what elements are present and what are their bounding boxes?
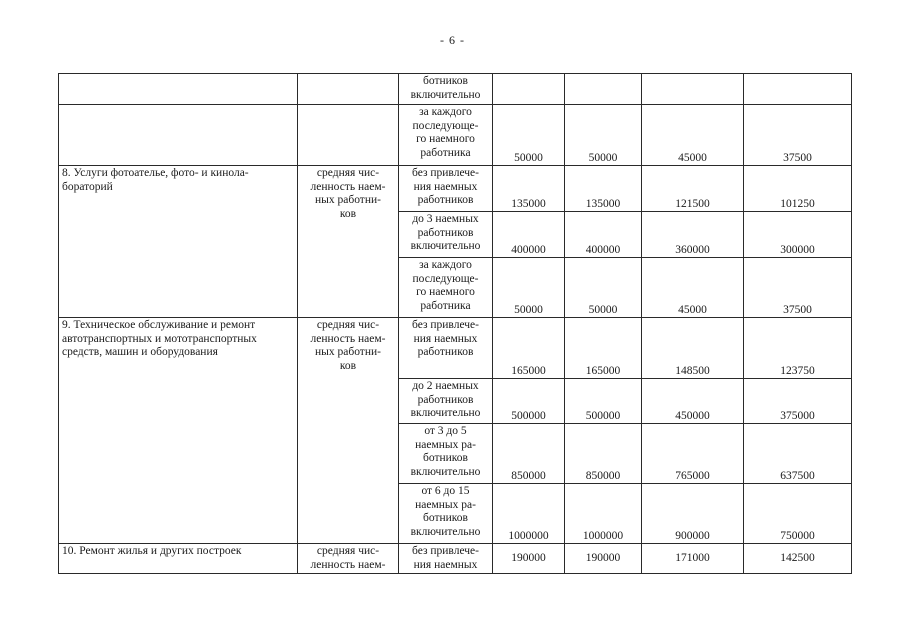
value-cell [642, 166, 744, 212]
condition-cell: от 3 до 5 наемных ра- ботников включительно [399, 424, 493, 484]
rate-value: 190000 [511, 552, 546, 564]
page-number: - 6 - [440, 33, 465, 47]
rate-value: 45000 [678, 152, 707, 164]
condition-cell: ботников включительно [399, 74, 493, 105]
rate-value: 165000 [585, 365, 621, 377]
value-cell [642, 74, 744, 105]
rate-value: 50000 [588, 152, 618, 164]
value-cell [493, 484, 565, 544]
value-cell [744, 258, 852, 318]
value-cell [493, 379, 565, 424]
rate-value: 50000 [514, 304, 543, 316]
service-name: 10. Ремонт жилья и других построек [59, 544, 298, 574]
service-name: 8. Услуги фотоателье, фото- и кинола- бораторий [59, 166, 298, 318]
value-cell [493, 544, 565, 574]
value-cell [565, 212, 642, 258]
rate-value: 45000 [678, 304, 707, 316]
rate-value: 450000 [675, 410, 710, 422]
table-row [59, 544, 852, 574]
value-cell [565, 105, 642, 166]
value-cell [565, 544, 642, 574]
rate-value: 400000 [585, 244, 621, 256]
value-cell [565, 424, 642, 484]
value-cell [493, 105, 565, 166]
table-row [59, 105, 852, 166]
rate-value: 850000 [511, 470, 546, 482]
condition-cell: до 3 наемных работников включительно [399, 212, 493, 258]
table-row [59, 74, 852, 105]
value-cell [642, 212, 744, 258]
rate-value: 500000 [585, 410, 621, 422]
value-cell [493, 74, 565, 105]
rate-value: 750000 [780, 530, 815, 542]
rate-value: 135000 [585, 198, 621, 210]
value-cell [493, 424, 565, 484]
rate-value: 142500 [780, 552, 815, 564]
rate-value: 360000 [675, 244, 710, 256]
value-cell [744, 166, 852, 212]
basis-cell: средняя чис- ленность наем- ных работни- ков [298, 166, 399, 318]
value-cell [493, 258, 565, 318]
rate-value: 375000 [780, 410, 815, 422]
value-cell [744, 74, 852, 105]
service-name: 9. Техническое обслуживание и ремонт автотранспортных и мототранспортных средств, машин и оборудования [59, 318, 298, 544]
value-cell [744, 544, 852, 574]
condition-cell: от 6 до 15 наемных ра- ботников включительно [399, 484, 493, 544]
condition-cell: до 2 наемных работников включительно [399, 379, 493, 424]
value-cell [493, 166, 565, 212]
service-cell [59, 74, 298, 105]
rate-value: 765000 [675, 470, 710, 482]
value-cell [744, 379, 852, 424]
rate-value: 148500 [675, 365, 710, 377]
condition-cell: без привлече- ния наемных работников [399, 166, 493, 212]
basis-cell [298, 105, 399, 166]
value-cell [493, 212, 565, 258]
rate-value: 37500 [783, 304, 812, 316]
value-cell [744, 424, 852, 484]
rate-value: 50000 [514, 152, 543, 164]
condition-cell: за каждого последующе- го наемного работника [399, 105, 493, 166]
condition-cell: без привлече- ния наемных работников [399, 318, 493, 379]
rate-value: 101250 [780, 198, 815, 210]
value-cell [744, 318, 852, 379]
rate-value: 850000 [585, 470, 621, 482]
value-cell [642, 105, 744, 166]
rate-value: 50000 [588, 304, 618, 316]
value-cell [642, 379, 744, 424]
rate-value: 1000000 [582, 530, 624, 542]
value-cell [642, 258, 744, 318]
rate-value: 121500 [675, 198, 710, 210]
value-cell [642, 424, 744, 484]
value-cell [565, 379, 642, 424]
value-cell [565, 484, 642, 544]
rate-value: 500000 [511, 410, 546, 422]
table-row [59, 318, 852, 379]
rate-value: 190000 [585, 552, 621, 564]
table-row [59, 166, 852, 212]
rate-value: 123750 [780, 365, 815, 377]
value-cell [642, 544, 744, 574]
value-cell [744, 105, 852, 166]
basis-cell: средняя чис- ленность наем- [298, 544, 399, 574]
condition-cell: без привлече- ния наемных [399, 544, 493, 574]
rate-value: 1000000 [508, 530, 549, 542]
rate-value: 171000 [675, 552, 710, 564]
rate-value: 400000 [511, 244, 546, 256]
rate-value: 637500 [780, 470, 815, 482]
value-cell [565, 166, 642, 212]
value-cell [565, 74, 642, 105]
basis-cell: средняя чис- ленность наем- ных работни- ков [298, 318, 399, 544]
value-cell [493, 318, 565, 379]
service-cell [59, 105, 298, 166]
value-cell [744, 212, 852, 258]
value-cell [642, 318, 744, 379]
rate-value: 165000 [511, 365, 546, 377]
value-cell [565, 258, 642, 318]
rate-value: 300000 [780, 244, 815, 256]
tax-rate-table [58, 73, 852, 574]
value-cell [565, 318, 642, 379]
value-cell [744, 484, 852, 544]
rate-value: 135000 [511, 198, 546, 210]
rate-value: 900000 [675, 530, 710, 542]
value-cell [642, 484, 744, 544]
condition-cell: за каждого последующе- го наемного работника [399, 258, 493, 318]
rate-value: 37500 [783, 152, 812, 164]
basis-cell [298, 74, 399, 105]
